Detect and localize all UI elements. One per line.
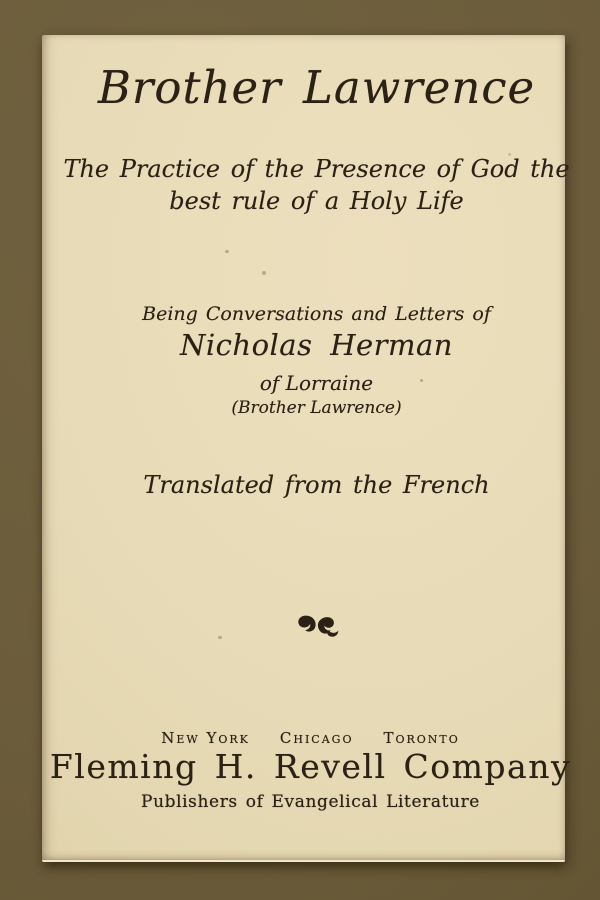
publisher-tagline: Publishers of Evangelical Literature [141, 792, 480, 812]
publisher-city: New York [161, 729, 250, 747]
subtitle-line-1: The Practice of the Presence of God the [63, 155, 570, 183]
publisher-city: Toronto [383, 729, 460, 747]
author-origin: of Lorraine [259, 371, 374, 395]
title-page [42, 35, 572, 862]
book-title: Brother Lawrence [97, 61, 536, 114]
book-subtitle [55, 153, 578, 217]
author-alias: (Brother Lawrence) [231, 398, 402, 418]
fleuron-ornament-icon [55, 612, 578, 638]
age-speck [262, 271, 266, 275]
age-speck [218, 636, 222, 639]
byline-intro: Being Conversations and Letters of [142, 303, 491, 325]
publisher-cities [49, 729, 572, 747]
age-speck [420, 379, 423, 382]
publisher-city: Chicago [279, 729, 354, 747]
age-speck [508, 153, 511, 156]
subtitle-line-2: best rule of a Holy Life [169, 187, 464, 215]
author-name: Nicholas Herman [180, 328, 453, 362]
translation-note: Translated from the French [143, 471, 490, 499]
publisher-name: Fleming H. Revell Company [49, 747, 572, 786]
age-speck [225, 250, 229, 253]
